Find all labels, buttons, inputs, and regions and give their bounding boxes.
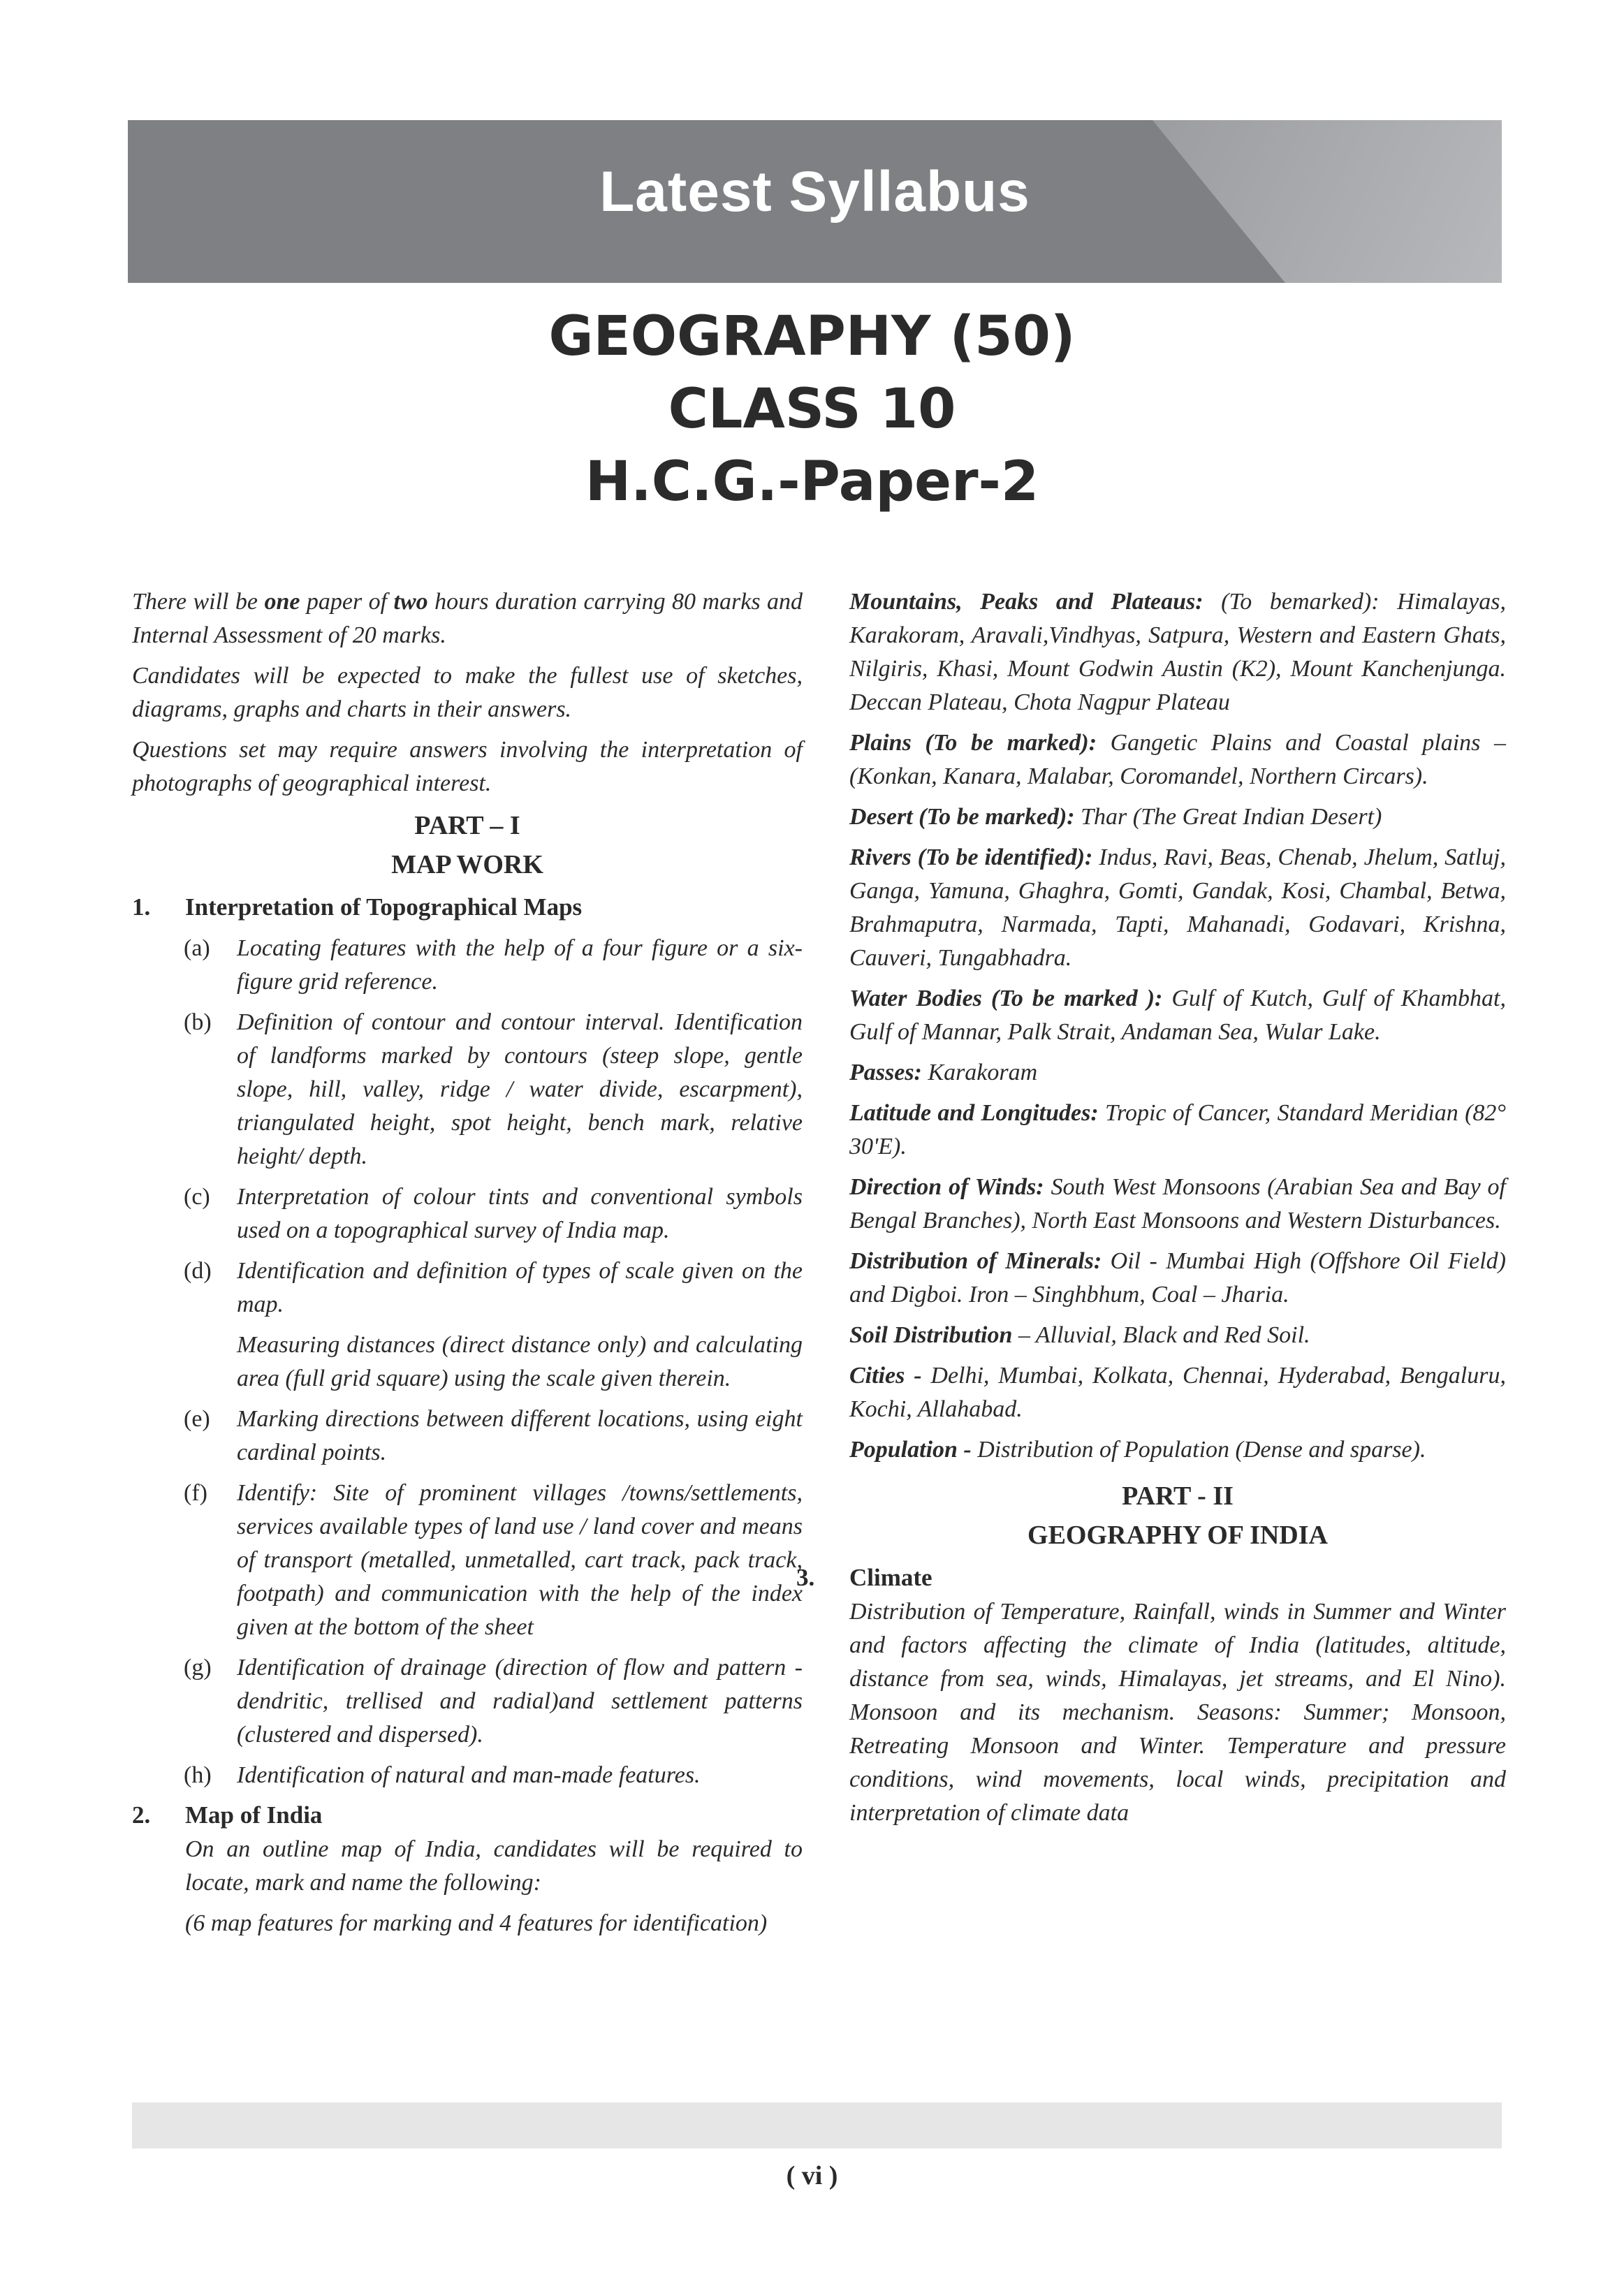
part-1-title: PART – I (414, 811, 520, 840)
class-title: CLASS 10 (668, 378, 956, 441)
intro-paragraph-1: There will be one paper of two hours duration carrying 80 marks and Internal Assessment of 20 marks. (132, 589, 803, 648)
paper-title: H.C.G.-Paper-2 (585, 451, 1039, 513)
list-item-1h: (h) Identification of natural and man-made features. (184, 1762, 701, 1788)
page-number: ( vi ) (786, 2161, 838, 2190)
list-item-1e: (e) Marking directions between different locations, using eight cardinal points. (184, 1406, 803, 1465)
part-1-subtitle: MAP WORK (391, 850, 543, 879)
map-item-winds: Direction of Winds: South West Monsoons (Arabian Sea and Bay of Bengal Branches), North East Monsoons and Western Disturbances. (849, 1174, 1506, 1233)
section-3-paragraph: Distribution of Temperature, Rainfall, winds in Summer and Winter and factors affecting the climate of India (latitudes, altitude, distance from sea, winds, Himalayas, jet streams, and El Nino). Monsoon and its mechanism. Seasons: Summer; Monsoon, Retreating Monsoon and Winter. Temperature and pressure conditions, wind movements, local winds, precipitation and interpretation of climate data (849, 1599, 1506, 1826)
map-item-water-bodies: Water Bodies (To be marked ): Gulf of Kutch, Gulf of Khambhat, Gulf of Mannar, Palk Strait, Andaman Sea, Wular Lake. (849, 986, 1506, 1045)
list-item-1d-extra: Measuring distances (direct distance only) and calculating area (full grid square) using the scale given therein. (237, 1332, 803, 1391)
map-item-cities: Cities - Delhi, Mumbai, Kolkata, Chennai, Hyderabad, Bengaluru, Kochi, Allahabad. (849, 1363, 1506, 1422)
list-item-1a: (a) Locating features with the help of a four figure or a six-figure grid reference. (184, 935, 803, 995)
section-2-heading: 2. Map of India (132, 1801, 323, 1829)
map-item-latitude: Latitude and Longitudes: Tropic of Cancer, Standard Meridian (82° 30'E). (849, 1100, 1506, 1159)
left-column (132, 585, 803, 1940)
part-2-subtitle: GEOGRAPHY OF INDIA (1027, 1521, 1328, 1550)
list-item-1b: (b) Definition of contour and contour interval. Identification of landforms marked by contours (steep slope, gentle slope, hill, valley, ridge / water divide, escarpment), triangulated height, spot height, bench mark, relative height/ depth. (184, 1009, 803, 1169)
right-column (796, 585, 1506, 1830)
intro-paragraph-2: Candidates will be expected to make the fullest use of sketches, diagrams, graphs and charts in their answers. (132, 663, 803, 722)
map-item-desert: Desert (To be marked): Thar (The Great Indian Desert) (849, 804, 1382, 830)
section-1-heading: 1. Interpretation of Topographical Maps (132, 893, 583, 921)
banner-title: Latest Syllabus (599, 160, 1030, 224)
map-item-soil: Soil Distribution – Alluvial, Black and Red Soil. (849, 1322, 1310, 1348)
map-item-minerals: Distribution of Minerals: Oil - Mumbai High (Offshore Oil Field) and Digboi. Iron – Singhbhum, Coal – Jharia. (849, 1248, 1506, 1308)
list-item-1c: (c) Interpretation of colour tints and conventional symbols used on a topographical survey of India map. (184, 1184, 803, 1243)
list-item-1d: (d) Identification and definition of types of scale given on the map. (184, 1258, 803, 1317)
header-banner (128, 120, 1502, 283)
section-2-paragraph-1: On an outline map of India, candidates will be required to locate, mark and name the following: (185, 1836, 803, 1896)
list-item-1f: (f) Identify: Site of prominent villages /towns/settlements, services available types of land use / land cover and means of transport (metalled, unmetalled, cart track, pack track, footpath) and communication with the help of the index given at the bottom of the sheet (184, 1480, 803, 1640)
map-item-mountains: Mountains, Peaks and Plateaus: (To bemarked): Himalayas, Karakoram, Aravali,Vindhyas, Satpura, Western and Eastern Ghats, Nilgiris, Khasi, Mount Godwin Austin (K2), Mount Kanchenjunga. Deccan Plateau, Chota Nagpur Plateau (849, 589, 1506, 715)
intro-paragraph-3: Questions set may require answers involving the interpretation of photographs of geographical interest. (132, 737, 803, 796)
subject-title: GEOGRAPHY (50) (548, 305, 1076, 368)
section-3-heading: 3. Climate (796, 1564, 932, 1591)
map-item-rivers: Rivers (To be identified): Indus, Ravi, Beas, Chenab, Jhelum, Satluj, Ganga, Yamuna, Ghaghra, Gomti, Gandak, Kosi, Chambal, Betwa, Brahmaputra, Narmada, Tapti, Mahanadi, Godavari, Krishna, Cauveri, Tungabhadra. (849, 844, 1506, 971)
map-item-passes: Passes: Karakoram (849, 1060, 1038, 1085)
map-item-plains: Plains (To be marked): Gangetic Plains and Coastal plains – (Konkan, Kanara, Malabar, Coromandel, Northern Circars). (849, 730, 1506, 789)
map-item-population: Population - Distribution of Population (Dense and sparse). (849, 1437, 1426, 1463)
footer-bar (132, 2102, 1502, 2148)
list-item-1g: (g) Identification of drainage (direction of flow and pattern - dendritic, trellised and radial)and settlement patterns (clustered and dispersed). (184, 1655, 803, 1748)
subject-heading (0, 300, 1624, 518)
part-2-title: PART - II (1122, 1481, 1234, 1511)
section-2-paragraph-2: (6 map features for marking and 4 features for identification) (185, 1910, 768, 1936)
